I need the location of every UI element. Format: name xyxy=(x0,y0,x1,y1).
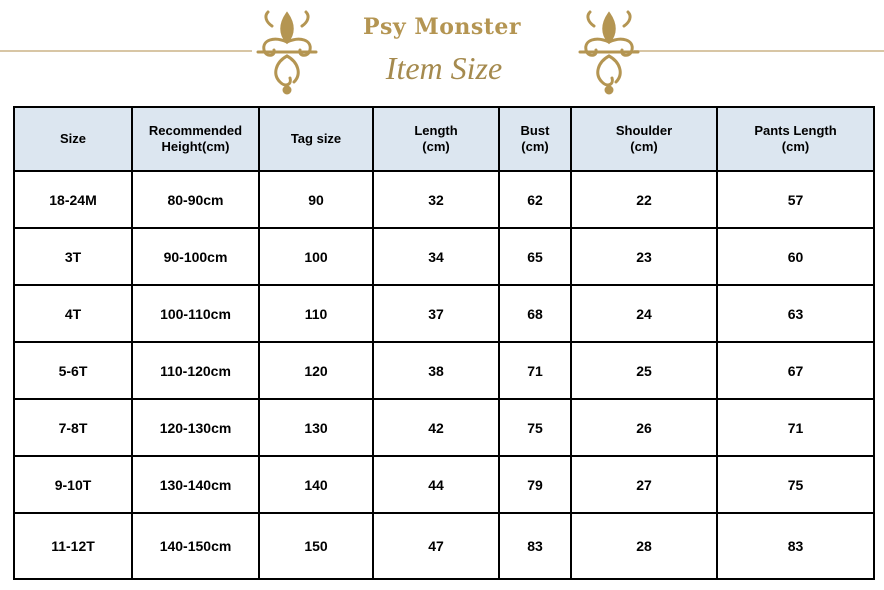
cell-recommended-height: 140-150cm xyxy=(132,513,259,579)
cell-recommended-height: 100-110cm xyxy=(132,285,259,342)
cell-bust: 79 xyxy=(499,456,571,513)
cell-length: 42 xyxy=(373,399,499,456)
column-header-recommended-height: Recommended Height(cm) xyxy=(132,107,259,171)
cell-pants-length: 75 xyxy=(717,456,874,513)
cell-length: 37 xyxy=(373,285,499,342)
table-header-row xyxy=(14,107,874,171)
cell-bust: 62 xyxy=(499,171,571,228)
column-header-tag-size: Tag size xyxy=(259,107,373,171)
cell-shoulder: 22 xyxy=(571,171,717,228)
cell-size: 18-24M xyxy=(14,171,132,228)
cell-length: 34 xyxy=(373,228,499,285)
table-row xyxy=(14,513,874,579)
cell-length: 32 xyxy=(373,171,499,228)
cell-recommended-height: 120-130cm xyxy=(132,399,259,456)
cell-shoulder: 25 xyxy=(571,342,717,399)
cell-tag-size: 120 xyxy=(259,342,373,399)
column-header-pants-length: Pants Length (cm) xyxy=(717,107,874,171)
cell-bust: 75 xyxy=(499,399,571,456)
cell-length: 38 xyxy=(373,342,499,399)
cell-shoulder: 28 xyxy=(571,513,717,579)
cell-shoulder: 27 xyxy=(571,456,717,513)
table-row xyxy=(14,285,874,342)
brand-name: Psy Monster xyxy=(362,14,522,40)
page-title: Item Size xyxy=(385,50,503,86)
cell-bust: 65 xyxy=(499,228,571,285)
cell-tag-size: 90 xyxy=(259,171,373,228)
cell-tag-size: 130 xyxy=(259,399,373,456)
cell-recommended-height: 90-100cm xyxy=(132,228,259,285)
cell-size: 7-8T xyxy=(14,399,132,456)
table-row xyxy=(14,342,874,399)
cell-tag-size: 140 xyxy=(259,456,373,513)
cell-size: 5-6T xyxy=(14,342,132,399)
cell-pants-length: 57 xyxy=(717,171,874,228)
cell-pants-length: 83 xyxy=(717,513,874,579)
cell-tag-size: 110 xyxy=(259,285,373,342)
size-chart-table xyxy=(13,106,875,580)
cell-shoulder: 26 xyxy=(571,399,717,456)
cell-recommended-height: 110-120cm xyxy=(132,342,259,399)
cell-shoulder: 24 xyxy=(571,285,717,342)
table-row xyxy=(14,171,874,228)
cell-bust: 71 xyxy=(499,342,571,399)
cell-size: 9-10T xyxy=(14,456,132,513)
cell-tag-size: 150 xyxy=(259,513,373,579)
cell-pants-length: 60 xyxy=(717,228,874,285)
cell-size: 3T xyxy=(14,228,132,285)
cell-size: 4T xyxy=(14,285,132,342)
cell-length: 47 xyxy=(373,513,499,579)
cell-bust: 83 xyxy=(499,513,571,579)
cell-pants-length: 71 xyxy=(717,399,874,456)
cell-shoulder: 23 xyxy=(571,228,717,285)
column-header-size: Size xyxy=(14,107,132,171)
cell-size: 11-12T xyxy=(14,513,132,579)
cell-recommended-height: 80-90cm xyxy=(132,171,259,228)
table-row xyxy=(14,228,874,285)
column-header-bust: Bust (cm) xyxy=(499,107,571,171)
page-header xyxy=(0,0,884,100)
column-header-shoulder: Shoulder (cm) xyxy=(571,107,717,171)
cell-recommended-height: 130-140cm xyxy=(132,456,259,513)
cell-bust: 68 xyxy=(499,285,571,342)
cell-pants-length: 63 xyxy=(717,285,874,342)
column-header-length: Length (cm) xyxy=(373,107,499,171)
table-row xyxy=(14,456,874,513)
cell-pants-length: 67 xyxy=(717,342,874,399)
table-row xyxy=(14,399,874,456)
cell-tag-size: 100 xyxy=(259,228,373,285)
cell-length: 44 xyxy=(373,456,499,513)
